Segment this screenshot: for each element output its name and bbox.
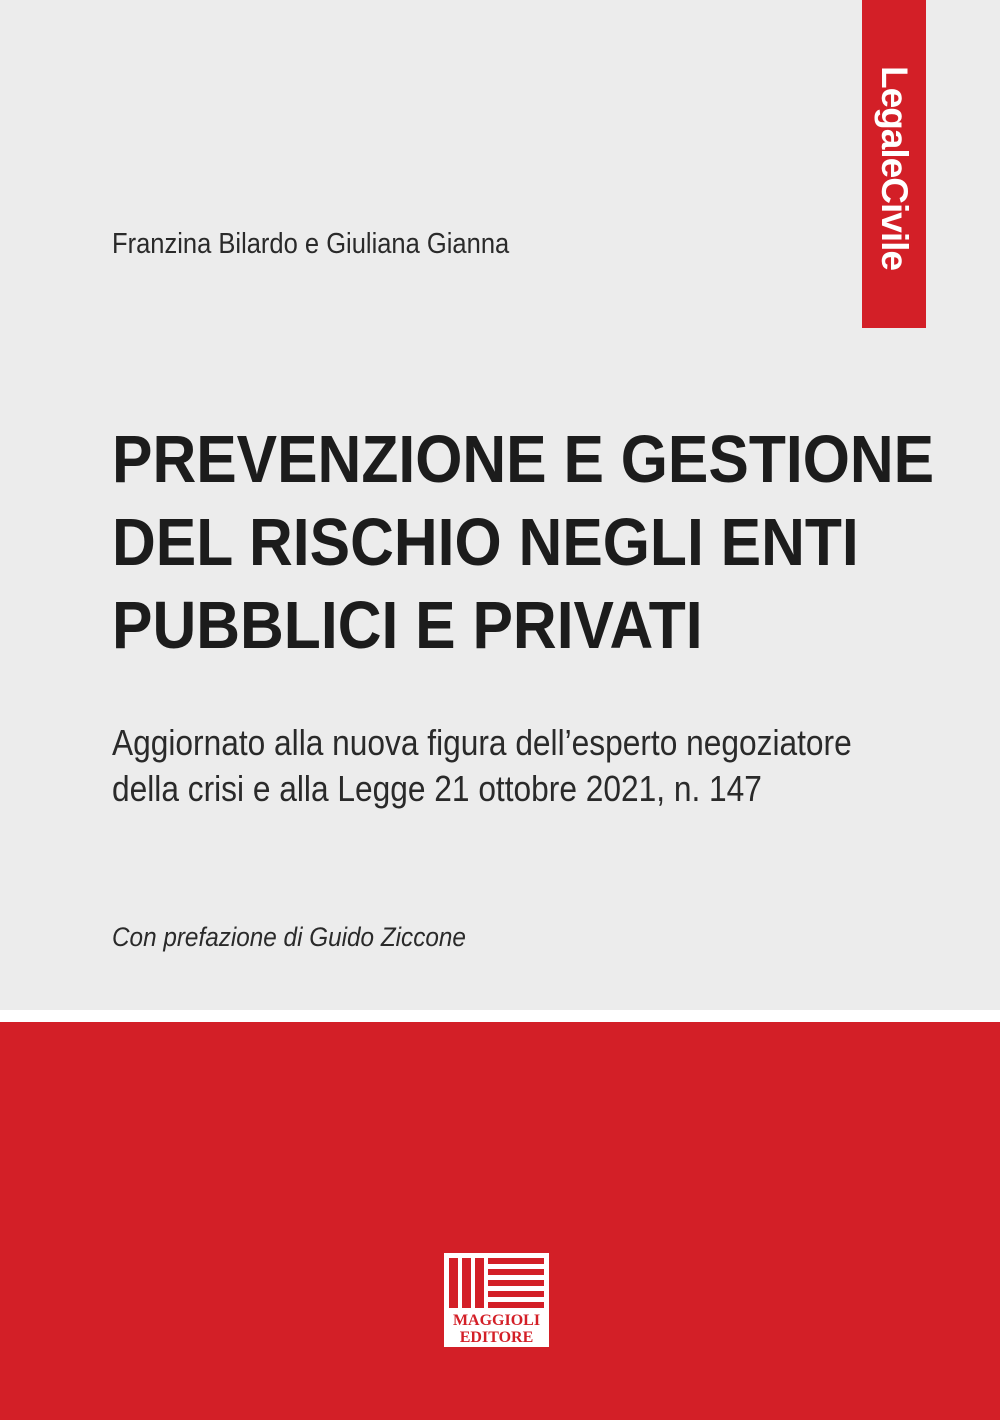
- title-line: DEL RISCHIO NEGLI ENTI: [112, 505, 859, 580]
- maggioli-editore-logo-icon: [444, 1253, 549, 1347]
- subtitle-line: della crisi e alla Legge 21 ottobre 2021, n. 147: [112, 768, 762, 809]
- title-line: PUBBLICI E PRIVATI: [112, 588, 703, 663]
- authors: Franzina Bilardo e Giuliana Gianna: [112, 228, 510, 260]
- title-line: PREVENZIONE E GESTIONE: [112, 422, 935, 497]
- subtitle-line: Aggiornato alla nuova figura dell’esperto negoziatore: [112, 722, 852, 763]
- cover-lower-red-panel: [0, 1022, 1000, 1420]
- series-label: LegaleCivile: [874, 66, 915, 270]
- subtitle: [112, 720, 904, 812]
- publisher-name-line1: MAGGIOLI: [452, 1312, 541, 1329]
- publisher-name-line2: EDITORE: [459, 1329, 534, 1346]
- divider-strip: [0, 1010, 1000, 1022]
- preface-note: Con prefazione di Guido Ziccone: [112, 922, 466, 952]
- book-title: [112, 418, 935, 667]
